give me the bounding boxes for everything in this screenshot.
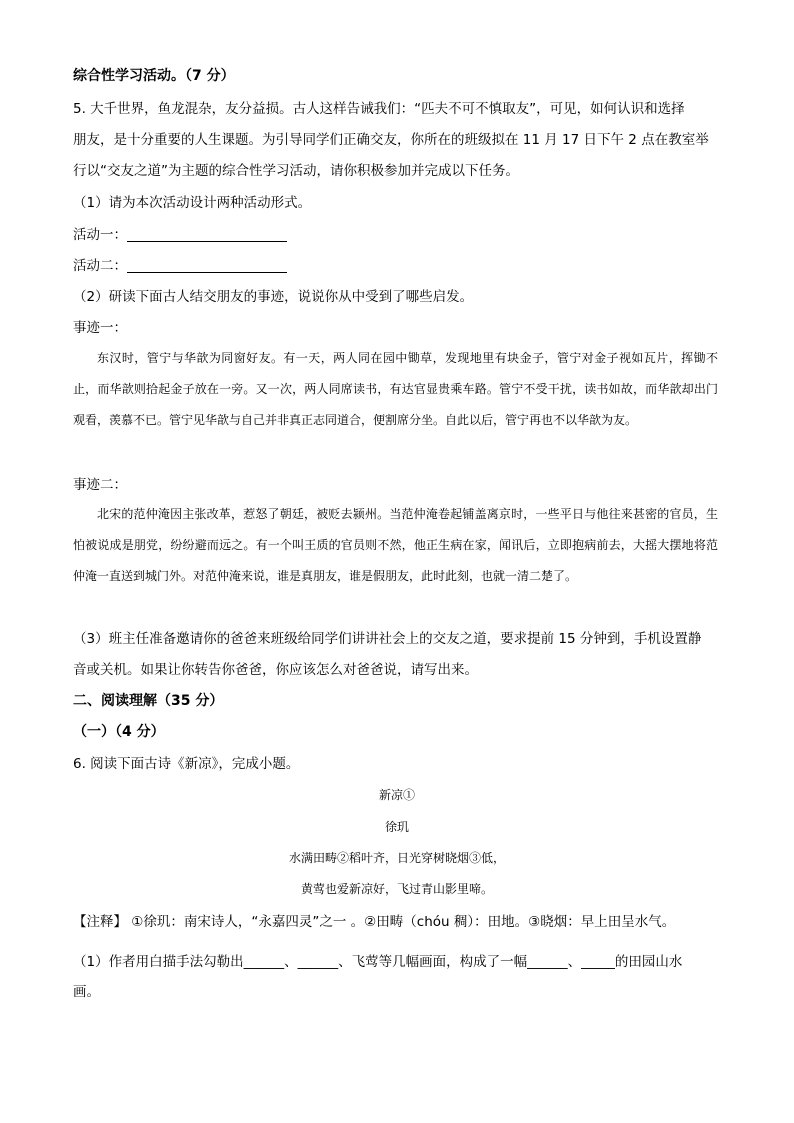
q6-sub-question-1-line-2: 画。 bbox=[73, 984, 100, 1000]
poem-annotation: 【注释】 ①徐玑：南宋诗人，“永嘉四灵”之一 。②田畴（chóu 稠）：田地。③晓烟：早上田呈水气。 bbox=[73, 914, 676, 930]
q5-sub-question-1: （1）请为本次活动设计两种活动形式。 bbox=[73, 195, 312, 211]
part-2-heading: 二、阅读理解（35 分） bbox=[73, 693, 224, 709]
activity-1-row bbox=[73, 225, 721, 245]
q5-sub-question-3-line-2: 音或关机。如果让你转告你爸爸，你应该怎么对爸爸说，请写出来。 bbox=[73, 662, 478, 678]
activity-2-row bbox=[73, 256, 721, 276]
poem-author: 徐玑 bbox=[384, 820, 409, 834]
q5-intro-line-1: 5. 大千世界，鱼龙混杂，友分益损。古人这样告诫我们：“匹夫不可不慎取友”，可见，如何认识和选择 bbox=[73, 101, 685, 117]
q5-intro-line-3: 行以“交友之道”为主题的综合性学习活动，请你积极参加并完成以下任务。 bbox=[73, 163, 519, 179]
activity-1-label: 活动一： bbox=[73, 227, 127, 243]
story-2-text: 北宋的范仲淹因主张改革，惹怒了朝廷，被贬去颍州。当范仲淹卷起铺盖离京时，一些平日与他往来甚密的官员，生怕被说成是朋党，纷纷避而远之。有一个叫王质的官员则不然，他正生病在家，闻讯后，立即抱病前去，大摇大摆地将范仲淹一直送到城门外。对范仲淹来说，谁是真朋友，谁是假朋友，此时此刻，也就一清二楚了。 bbox=[73, 507, 718, 583]
poem-title: 新凉① bbox=[378, 788, 415, 802]
activity-1-answer-blank[interactable] bbox=[127, 227, 287, 242]
story-1-text: 东汉时，管宁与华歆为同窗好友。有一天，两人同在园中锄草，发现地里有块金子，管宁对金子视如瓦片，挥锄不止，而华歆则拾起金子放在一旁。又一次，两人同席读书，有达官显贵乘车路。管宁不受干扰，读书如故，而华歆却出门观看，羡慕不已。管宁见华歆与自己并非真正志同道合，便割席分坐。自此以后，管宁再也不以华歆为友。 bbox=[73, 351, 718, 427]
story-2-label: 事迹二： bbox=[73, 477, 127, 493]
activity-2-answer-blank[interactable] bbox=[127, 258, 287, 273]
q5-intro-line-2: 朋友，是十分重要的人生课题。为引导同学们正确交友，你所在的班级拟在 11 月 17 日下午 2 点在教室举 bbox=[73, 132, 709, 148]
poem-line-2: 黄莺也爱新凉好，飞过青山影里啼。 bbox=[300, 882, 493, 896]
activity-2-label: 活动二： bbox=[73, 258, 127, 274]
q6-sub-question-1-line-1: （1）作者用白描手法勾勒出______、______、飞莺等几幅画面，构成了一幅______、_____的田园山水 bbox=[73, 954, 683, 970]
q5-sub-question-2: （2）研读下面古人结交朋友的事迹，说说你从中受到了哪些启发。 bbox=[73, 289, 474, 305]
section-heading: 综合性学习活动。（7 分） bbox=[73, 68, 235, 84]
story-1-label: 事迹一： bbox=[73, 320, 127, 336]
part-2-subheading: （一）（4 分） bbox=[73, 724, 165, 740]
poem-line-1: 水满田畴②稻叶齐，日光穿树晓烟③低， bbox=[288, 851, 505, 865]
q5-sub-question-3-line-1: （3）班主任准备邀请你的爸爸来班级给同学们讲讲社会上的交友之道，要求提前 15 分钟到，手机设置静 bbox=[73, 631, 702, 647]
q6-intro: 6. 阅读下面古诗《新凉》，完成小题。 bbox=[73, 756, 300, 772]
